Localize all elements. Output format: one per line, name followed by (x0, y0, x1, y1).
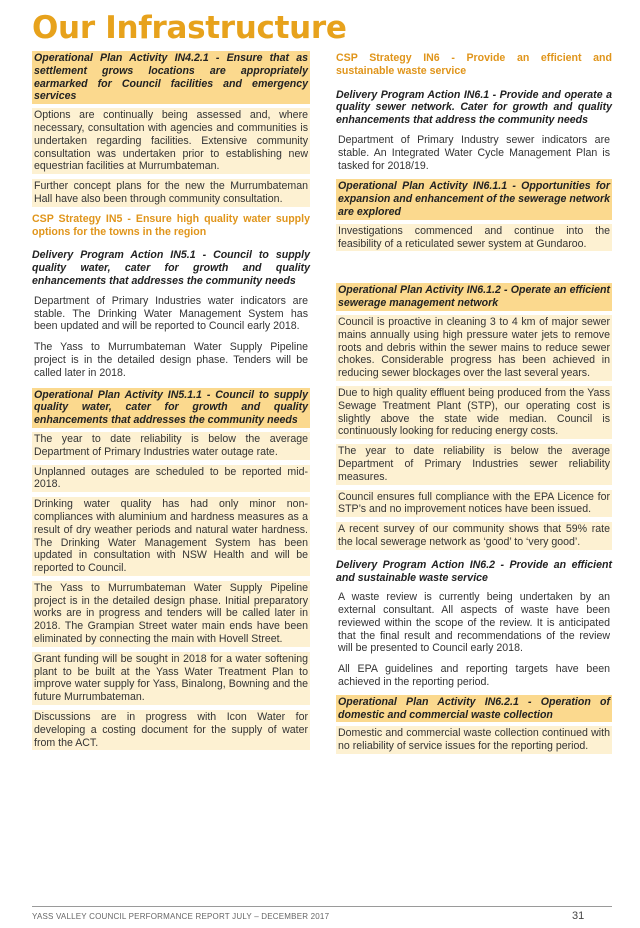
footer-report-title: YASS VALLEY COUNCIL PERFORMANCE REPORT JULY – DECEMBER 2017 (32, 912, 330, 921)
activity-in6-1-2-heading: Operational Plan Activity IN6.1.2 - Operate an efficient sewerage management network (338, 284, 610, 310)
page-title: Our Infrastructure (32, 10, 347, 46)
activity-in5-1-1-text: Discussions are in progress with Icon Water for developing a costing document for the supply of water from the ACT. (34, 711, 308, 749)
activity-in6-1-2-text: The year to date reliability is below the average Department of Primary Industries sewer reliability measures. (338, 445, 610, 483)
activity-in5-1-1-text: The Yass to Murrumbateman Water Supply Pipeline project is in the detailed design phase. Initial preparatory works are in progress and tenders will be called later in 2018. The Grampian Street water main ends have been eliminated by connecting the main with Hovell Street. (34, 581, 308, 646)
activity-in4-2-1-text: Options are continually being assessed and, where necessary, consultation with agencies and communities is undertaken regarding facilities. Extensive community consultation was undertaken prior to establishing new equestrian facilities at Murrumbateman. (34, 109, 308, 173)
activity-in6-1-2-text: Due to high quality effluent being produced from the Yass Sewage Treatment Plant (STP), our operating cost is slightly above the state wide median. Council is continuously looking for reducing energy costs. (338, 386, 610, 438)
activity-in5-1-1-text: The year to date reliability is below the average Department of Primary Industries water outage rate. (34, 432, 308, 458)
activity-in6-1-1-heading: Operational Plan Activity IN6.1.1 - Opportunities for expansion and enhancement of the sewerage network are explored (338, 180, 610, 218)
activity-in5-1-1-text: Unplanned outages are scheduled to be reported mid-2018. (34, 465, 308, 491)
activity-in6-2-1-heading: Operational Plan Activity IN6.2.1 - Operation of domestic and commercial waste collection (338, 695, 610, 721)
activity-in4-2-1-text: Further concept plans for the new the Murrumbateman Hall have also been through community consultation. (34, 180, 308, 205)
delivery-action-in6-1-heading: Delivery Program Action IN6.1 - Provide and operate a quality sewer network. Cater for growth and quality enhancements that address the community needs (336, 88, 612, 127)
csp-strategy-in5-heading: CSP Strategy IN5 - Ensure high quality water supply options for the towns in the region (32, 212, 310, 238)
activity-in4-2-1-heading: Operational Plan Activity IN4.2.1 - Ensure that as settlement grows locations are appropriately earmarked for Council facilities and emergency services (34, 52, 308, 103)
activity-in5-1-1-heading: Operational Plan Activity IN5.1.1 - Council to supply quality water, cater for growth and quality enhancements that addresses the community needs (34, 388, 308, 427)
delivery-action-in5-1-heading: Delivery Program Action IN5.1 - Council to supply quality water, cater for growth and quality enhancements that addresses the community needs (32, 249, 310, 287)
delivery-action-in6-2-text: All EPA guidelines and reporting targets have been achieved in the reporting period. (338, 663, 610, 689)
activity-in6-1-2-text: Council ensures full compliance with the EPA Licence for STP’s and no improvement notices have been issued. (338, 490, 610, 516)
delivery-action-in5-1-text: Department of Primary Industries water indicators are stable. The Drinking Water Management System has been updated and will be reported to Council early 2018. (34, 294, 308, 333)
activity-in5-1-1-text: Drinking water quality has had only minor non-compliances with aluminium and hardness measures as a result of dry weather periods and natural water hardness. The Drinking Water Management System has been updated in consultation with NSW Health and will be reported to Council. (34, 498, 308, 575)
activity-in6-1-2-text: Council is proactive in cleaning 3 to 4 km of major sewer mains annually using high pressure water jets to remove roots and debris within the sewer mains to reduce sewer chokes. Considerable progress has been achieved in reducing sewer blockages over the last several years. (338, 315, 610, 380)
activity-in6-1-1-text: Investigations commenced and continue into the feasibility of a reticulated sewer system at Gundaroo. (338, 224, 610, 250)
activity-in6-1-2-text: A recent survey of our community shows that 59% rate the local sewerage network as ‘good’ to ‘very good’. (338, 523, 610, 548)
page-number: 31 (572, 910, 585, 922)
delivery-action-in6-2-heading: Delivery Program Action IN6.2 - Provide an efficient and sustainable waste service (336, 558, 612, 584)
delivery-action-in6-2-text: A waste review is currently being undertaken by an external consultant. All aspects of waste have been reviewed within the scope of the review. It is anticipated that the final result and recommendations of the review will be presented to Council early 2018. (338, 591, 610, 655)
footer-divider (32, 906, 612, 907)
activity-in6-2-1-text: Domestic and commercial waste collection continued with no reliability of service issues for the reporting period. (338, 727, 610, 753)
csp-strategy-in6-heading: CSP Strategy IN6 - Provide an efficient and sustainable waste service (336, 52, 612, 77)
activity-in5-1-1-text: Grant funding will be sought in 2018 for a water softening plant to be built at the Yass Water Treatment Plan to improve water supply for Yass, Binalong, Bowning and the future Murrumbateman. (34, 652, 308, 704)
right-column (336, 51, 612, 754)
delivery-action-in5-1-text: The Yass to Murrumbateman Water Supply Pipeline project is in the detailed design phase. Tenders will be called later in 2018. (34, 341, 308, 379)
left-column (32, 51, 310, 750)
delivery-action-in6-1-text: Department of Primary Industry sewer indicators are stable. An Integrated Water Cycle Management Plan is tasked for 2018/19. (338, 133, 610, 172)
